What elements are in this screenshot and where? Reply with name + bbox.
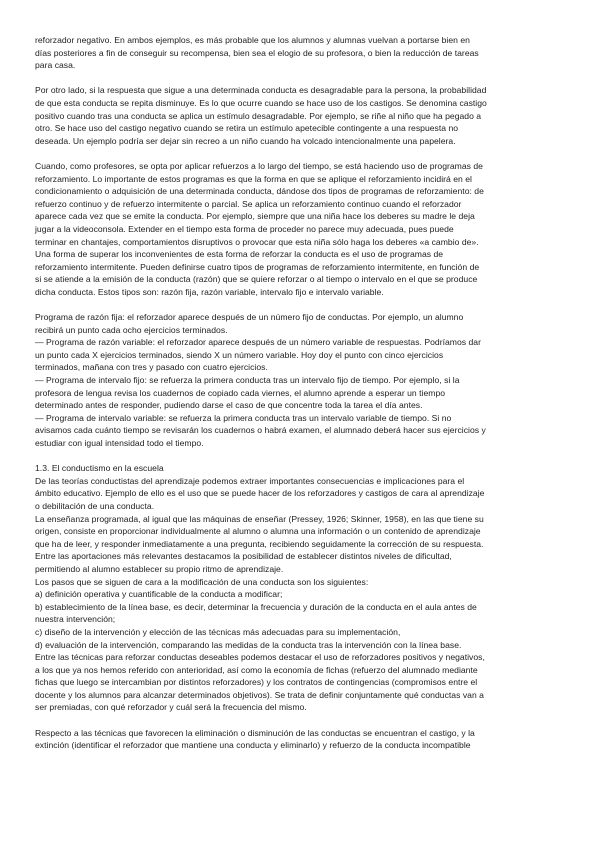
text-line: positivo cuando tras una conducta se aplica un estímulo desagradable. Por ejemplo, se riñe al niño que ha pegado a <box>35 110 482 121</box>
text-line: a) definición operativa y cuantificable de la conducta a modificar; <box>35 589 283 600</box>
text-line: refuerzo continuo y de refuerzo intermitente o parcial. Se aplica un reforzamiento continuo cuando el reforzador <box>35 198 462 209</box>
text-line: condicionamiento o adquisición de una determinada conducta, dándose dos tipos de programas de reforzamiento: de <box>35 186 484 197</box>
text-line: terminados, mañana con tres y pasado con cuatro ejercicios. <box>35 362 268 373</box>
paragraph-gap <box>35 72 565 85</box>
text-line: otro. Se hace uso del castigo negativo cuando se retira un estímulo apetecible contingente a una respuesta no <box>35 123 459 134</box>
text-line: días posteriores a fin de conseguir su recompensa, bien sea el elogio de su profesora, o bien la reducción de tareas <box>35 47 479 58</box>
text-line: b) establecimiento de la línea base, es decir, determinar la frecuencia y duración de la conducta en el aula antes de <box>35 601 477 612</box>
text-line: a los que ya nos hemos referido con anterioridad, así como la economía de fichas (refuerzo del alumnado mediante <box>35 664 478 675</box>
text-line: origen, consiste en proporcionar individualmente al alumno o alumna una información o un contenido de aprendizaje <box>35 526 481 537</box>
text-line: estudiar con igual intensidad todo el tiempo. <box>35 438 204 448</box>
paragraph <box>35 84 565 147</box>
text-line: d) evaluación de la intervención, comparando las medidas de la conducta tras la intervención con la línea base. <box>35 639 462 650</box>
paragraph-gap <box>35 450 565 463</box>
paragraph-gap <box>35 147 565 160</box>
text-line: De las teorías conductistas del aprendizaje podemos extraer importantes consecuencias e implicaciones para el <box>35 475 465 486</box>
text-line: aparece cada vez que se emite la conducta. Por ejemplo, siempre que una niña hace los deberes su madre le deja <box>35 211 475 222</box>
paragraph <box>35 462 565 714</box>
text-line: o debilitación de una conducta. <box>35 500 155 511</box>
text-line: avisamos cada cuánto tiempo se revisarán los cuadernos o habrá examen, el alumnado deberá hacer sus ejercicios y <box>35 425 486 436</box>
text-line: dicha conducta. Estos tipos son: razón fija, razón variable, intervalo fijo e intervalo variable. <box>35 286 384 297</box>
text-line: extinción (identificar el reforzador que mantiene una conducta y eliminarlo) y refuerzo de la conducta incompatible <box>35 740 471 751</box>
paragraph-gap <box>35 714 565 727</box>
text-line: terminar en chantajes, comportamientos disruptivos o provocar que esta niña sólo haga los deberes «a cambio de». <box>35 236 479 247</box>
text-line: de que esta conducta se repita disminuye. Es lo que ocurre cuando se hace uso de los castigos. Se denomina castigo <box>35 97 487 108</box>
paragraph <box>35 160 565 299</box>
text-line: Programa de razón fija: el reforzador aparece después de un número fijo de conductas. Por ejemplo, un alumno <box>35 312 464 323</box>
text-line: 1.3. El conductismo en la escuela <box>35 463 164 474</box>
text-line: — Programa de intervalo fijo: se refuerza la primera conducta tras un intervalo fijo de tiempo. Por ejemplo, si la <box>35 375 460 386</box>
text-line: reforzamiento. Lo importante de estos programas es que la forma en que se aplique el reforzamiento incidirá en el <box>35 173 472 184</box>
text-line: — Programa de razón variable: el reforzador aparece después de un número variable de respuestas. Podríamos dar <box>35 337 481 348</box>
text-line: reforzador negativo. En ambos ejemplos, es más probable que los alumnos y alumnas vuelvan a portarse bien en <box>35 35 470 45</box>
text-line: deseada. Un ejemplo podría ser dejar sin recreo a un niño cuando ha volcado intencionalmente una papelera. <box>35 135 456 146</box>
text-line: Respecto a las técnicas que favorecen la eliminación o disminución de las conductas se encuentran el castigo, y la <box>35 727 475 738</box>
paragraph <box>35 727 565 752</box>
text-line: — Programa de intervalo variable: se refuerza la primera conducta tras un intervalo variable de tiempo. Si no <box>35 412 452 423</box>
text-line: reforzamiento intermitente. Pueden definirse cuatro tipos de programas de reforzamiento intermitente, en función de <box>35 261 480 272</box>
text-line: c) diseño de la intervención y elección de las técnicas más adecuadas para su implementación, <box>35 626 401 637</box>
text-line: Cuando, como profesores, se opta por aplicar refuerzos a lo largo del tiempo, se está haciendo uso de programas de <box>35 160 483 171</box>
text-line: Entre las técnicas para reforzar conductas deseables podemos destacar el uso de reforzadores positivos y negativos, <box>35 652 485 663</box>
text-line: nuestra intervención; <box>35 614 116 625</box>
text-line: si se atiende a la emisión de la conducta (razón) que se quiere reforzar o al tiempo o intervalo en el que se produce <box>35 274 478 285</box>
text-line: Los pasos que se siguen de cara a la modificación de una conducta son los siguientes: <box>35 576 369 587</box>
text-line: un punto cada X ejercicios terminados, siendo X un número variable. Hoy doy el punto con cinco ejercicios <box>35 349 444 360</box>
text-line: ámbito educativo. Ejemplo de ello es el uso que se puede hacer de los reforzadores y castigos de cara al aprendizaje <box>35 488 485 499</box>
text-line: que ha de leer, y responder inmediatamente a una pregunta, recibiendo seguidamente la corrección de su respuesta. <box>35 538 484 549</box>
text-line: profesora de lengua revisa los cuadernos de copiado cada viernes, el alumno aprende a esperar un tiempo <box>35 387 446 398</box>
text-line: determinado antes de responder, pudiendo darse el caso de que concentre toda la tarea el día antes. <box>35 400 423 411</box>
text-line: Por otro lado, si la respuesta que sigue a una determinada conducta es desagradable para la persona, la probabilidad <box>35 85 487 96</box>
paragraph-gap <box>35 298 565 311</box>
text-line: La enseñanza programada, al igual que las máquinas de enseñar (Pressey, 1926; Skinner, 1958), en las que tiene su <box>35 513 484 524</box>
document-page <box>35 34 565 752</box>
text-line: docente y los alumnos para alcanzar determinados objetivos). Se trata de definir conjuntamente qué conductas van a <box>35 689 484 700</box>
text-line: fichas que luego se intercambian por distintos reforzadores) y los contratos de contingencias (compromisos entre el <box>35 677 478 688</box>
text-line: jugar a la videoconsola. Extender en el tiempo esta forma de proceder no parece muy adecuada, pues puede <box>35 223 454 234</box>
text-line: Una forma de superar los inconvenientes de esta forma de reforzar la conducta es el uso de programas de <box>35 249 444 260</box>
paragraph <box>35 311 565 450</box>
text-line: permitiendo al alumno establecer su propio ritmo de aprendizaje. <box>35 563 284 574</box>
text-line: para casa. <box>35 60 76 71</box>
text-line: recibirá un punto cada ocho ejercicios terminados. <box>35 324 228 335</box>
paragraph <box>35 34 565 72</box>
text-line: Entre las aportaciones más relevantes destacamos la posibilidad de establecer distintos niveles de dificultad, <box>35 551 452 562</box>
text-line: ser premiadas, con qué reforzador y cuál será la frecuencia del mismo. <box>35 702 307 713</box>
